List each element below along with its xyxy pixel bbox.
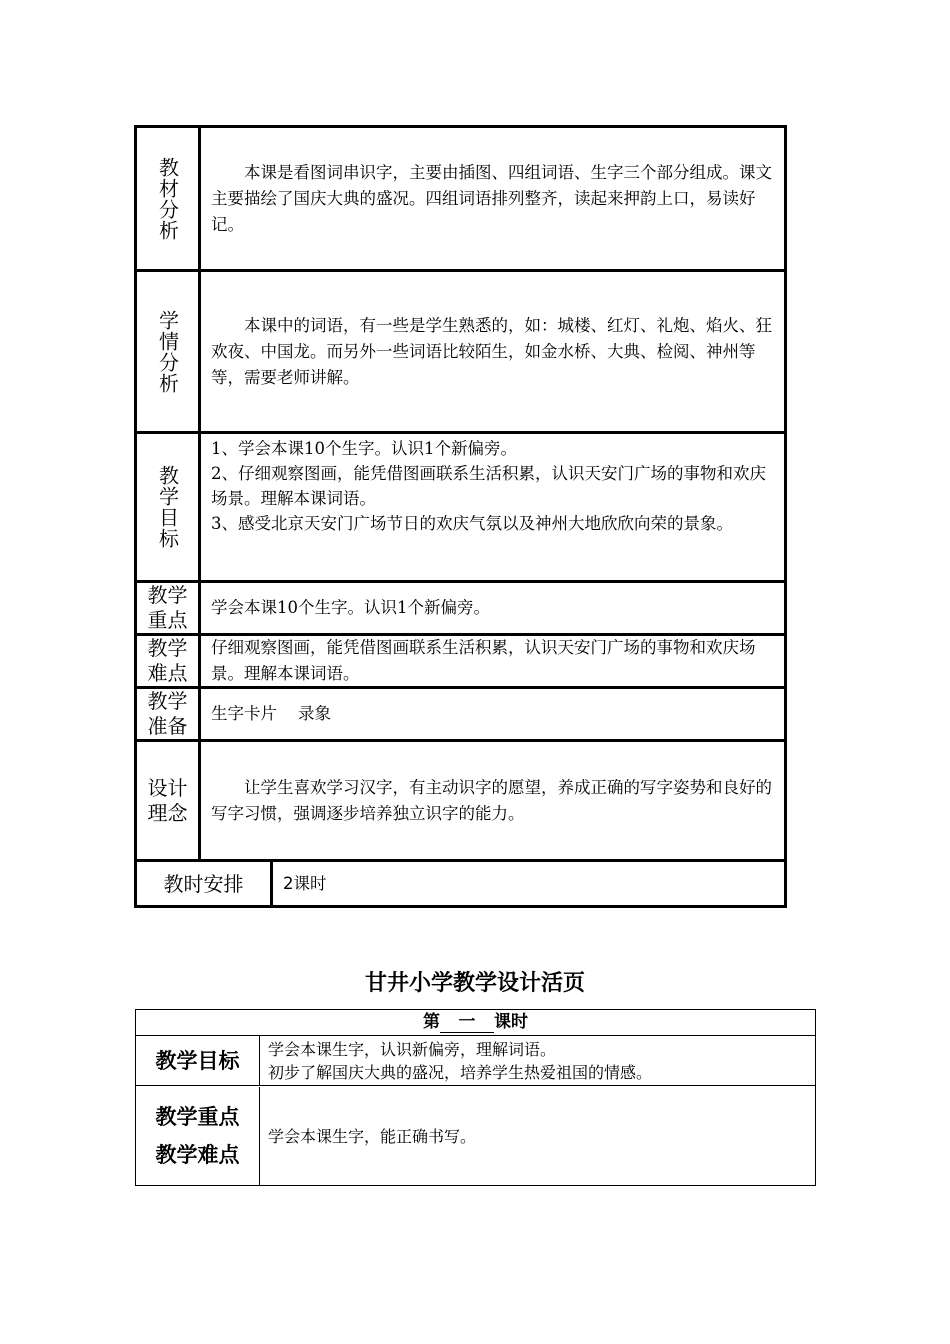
- row-learner-analysis: [137, 269, 784, 431]
- lesson-sheet-table: [135, 1009, 816, 1186]
- goals-label: 教学目标: [155, 1048, 240, 1073]
- preparation-text: 生字卡片 录象: [211, 704, 331, 723]
- row-key-point: [137, 580, 784, 633]
- value-difficulty: [203, 636, 784, 686]
- goals-line: 学会本课生字，认识新偏旁，理解词语。: [268, 1039, 557, 1059]
- learner-analysis-text: 本课中的词语，有一些是学生熟悉的，如：城楼、红灯、礼炮、焰火、狂欢夜、中国龙。而另外一些词语比较陌生，如金水桥、大典、检阅、神州等等，需要老师讲解。: [211, 315, 772, 387]
- value-learner-analysis: [203, 272, 784, 431]
- sheet-label-key-difficulty: [136, 1087, 260, 1185]
- goals-line: 初步了解国庆大典的盛况，培养学生热爱祖国的情感。: [268, 1062, 653, 1082]
- teaching-goals-list: [211, 436, 778, 536]
- lesson-prefix: 第: [423, 1012, 440, 1032]
- value-schedule: [275, 862, 784, 905]
- value-textbook-analysis: [203, 128, 784, 269]
- value-preparation: [203, 689, 784, 739]
- key-point-text: 学会本课10个生字。认识1个新偏旁。: [211, 598, 490, 617]
- label-schedule: 教时安排: [137, 862, 273, 905]
- sheet-key-text: [268, 1087, 809, 1185]
- schedule-text: 2课时: [283, 873, 327, 893]
- goal-item: 1、学会本课10个生字。认识1个新偏旁。: [211, 439, 517, 458]
- value-design-concept: [203, 742, 784, 859]
- sheet-label-goals: [136, 1036, 260, 1085]
- lesson-period-header: [136, 1010, 815, 1036]
- label-textbook-analysis: 教材分析: [137, 128, 201, 269]
- row-preparation: [137, 686, 784, 739]
- goal-item: 2、仔细观察图画，能凭借图画联系生活积累，认识天安门广场的事物和欢庆场景。理解本课词语。: [211, 464, 766, 508]
- sheet-title: 甘井小学教学设计活页: [364, 971, 585, 996]
- row-schedule: [137, 859, 784, 905]
- difficulty-label: 教学难点: [155, 1143, 240, 1167]
- label-teaching-goals: 教学目标: [137, 434, 201, 580]
- sheet-row-key-difficulty: [136, 1087, 815, 1185]
- goal-item: 3、感受北京天安门广场节日的欢庆气氛以及神州大地欣欣向荣的景象。: [211, 514, 733, 533]
- row-difficulty: [137, 633, 784, 686]
- row-textbook-analysis: [137, 128, 784, 269]
- design-concept-text: 让学生喜欢学习汉字，有主动识字的愿望，养成正确的写字姿势和良好的写字习惯，强调逐步培养独立识字的能力。: [211, 777, 772, 823]
- textbook-analysis-text: 本课是看图词串识字，主要由插图、四组词语、生字三个部分组成。课文主要描绘了国庆大典的盛况。四组词语排列整齐，读起来押韵上口，易读好记。: [211, 162, 772, 234]
- difficulty-text: 仔细观察图画，能凭借图画联系生活积累，认识天安门广场的事物和欢庆场景。理解本课词语。: [211, 638, 756, 683]
- label-design-concept: 设计理念: [137, 742, 201, 859]
- lesson-number: 一: [440, 1012, 494, 1033]
- row-teaching-goals: [137, 431, 784, 580]
- sheet-goals-text: [268, 1036, 809, 1085]
- sheet-row-goals: [136, 1036, 815, 1086]
- value-key-point: [203, 583, 784, 633]
- label-learner-analysis: 学情分析: [137, 272, 201, 431]
- key-text: 学会本课生字，能正确书写。: [268, 1126, 477, 1146]
- key-label: 教学重点: [155, 1105, 240, 1129]
- label-key-point: 教学重点: [137, 583, 201, 633]
- value-teaching-goals: [203, 434, 784, 580]
- label-difficulty: 教学难点: [137, 636, 201, 686]
- lesson-suffix: 课时: [494, 1012, 528, 1032]
- lesson-design-table: [134, 125, 787, 908]
- row-design-concept: [137, 739, 784, 859]
- label-preparation: 教学准备: [137, 689, 201, 739]
